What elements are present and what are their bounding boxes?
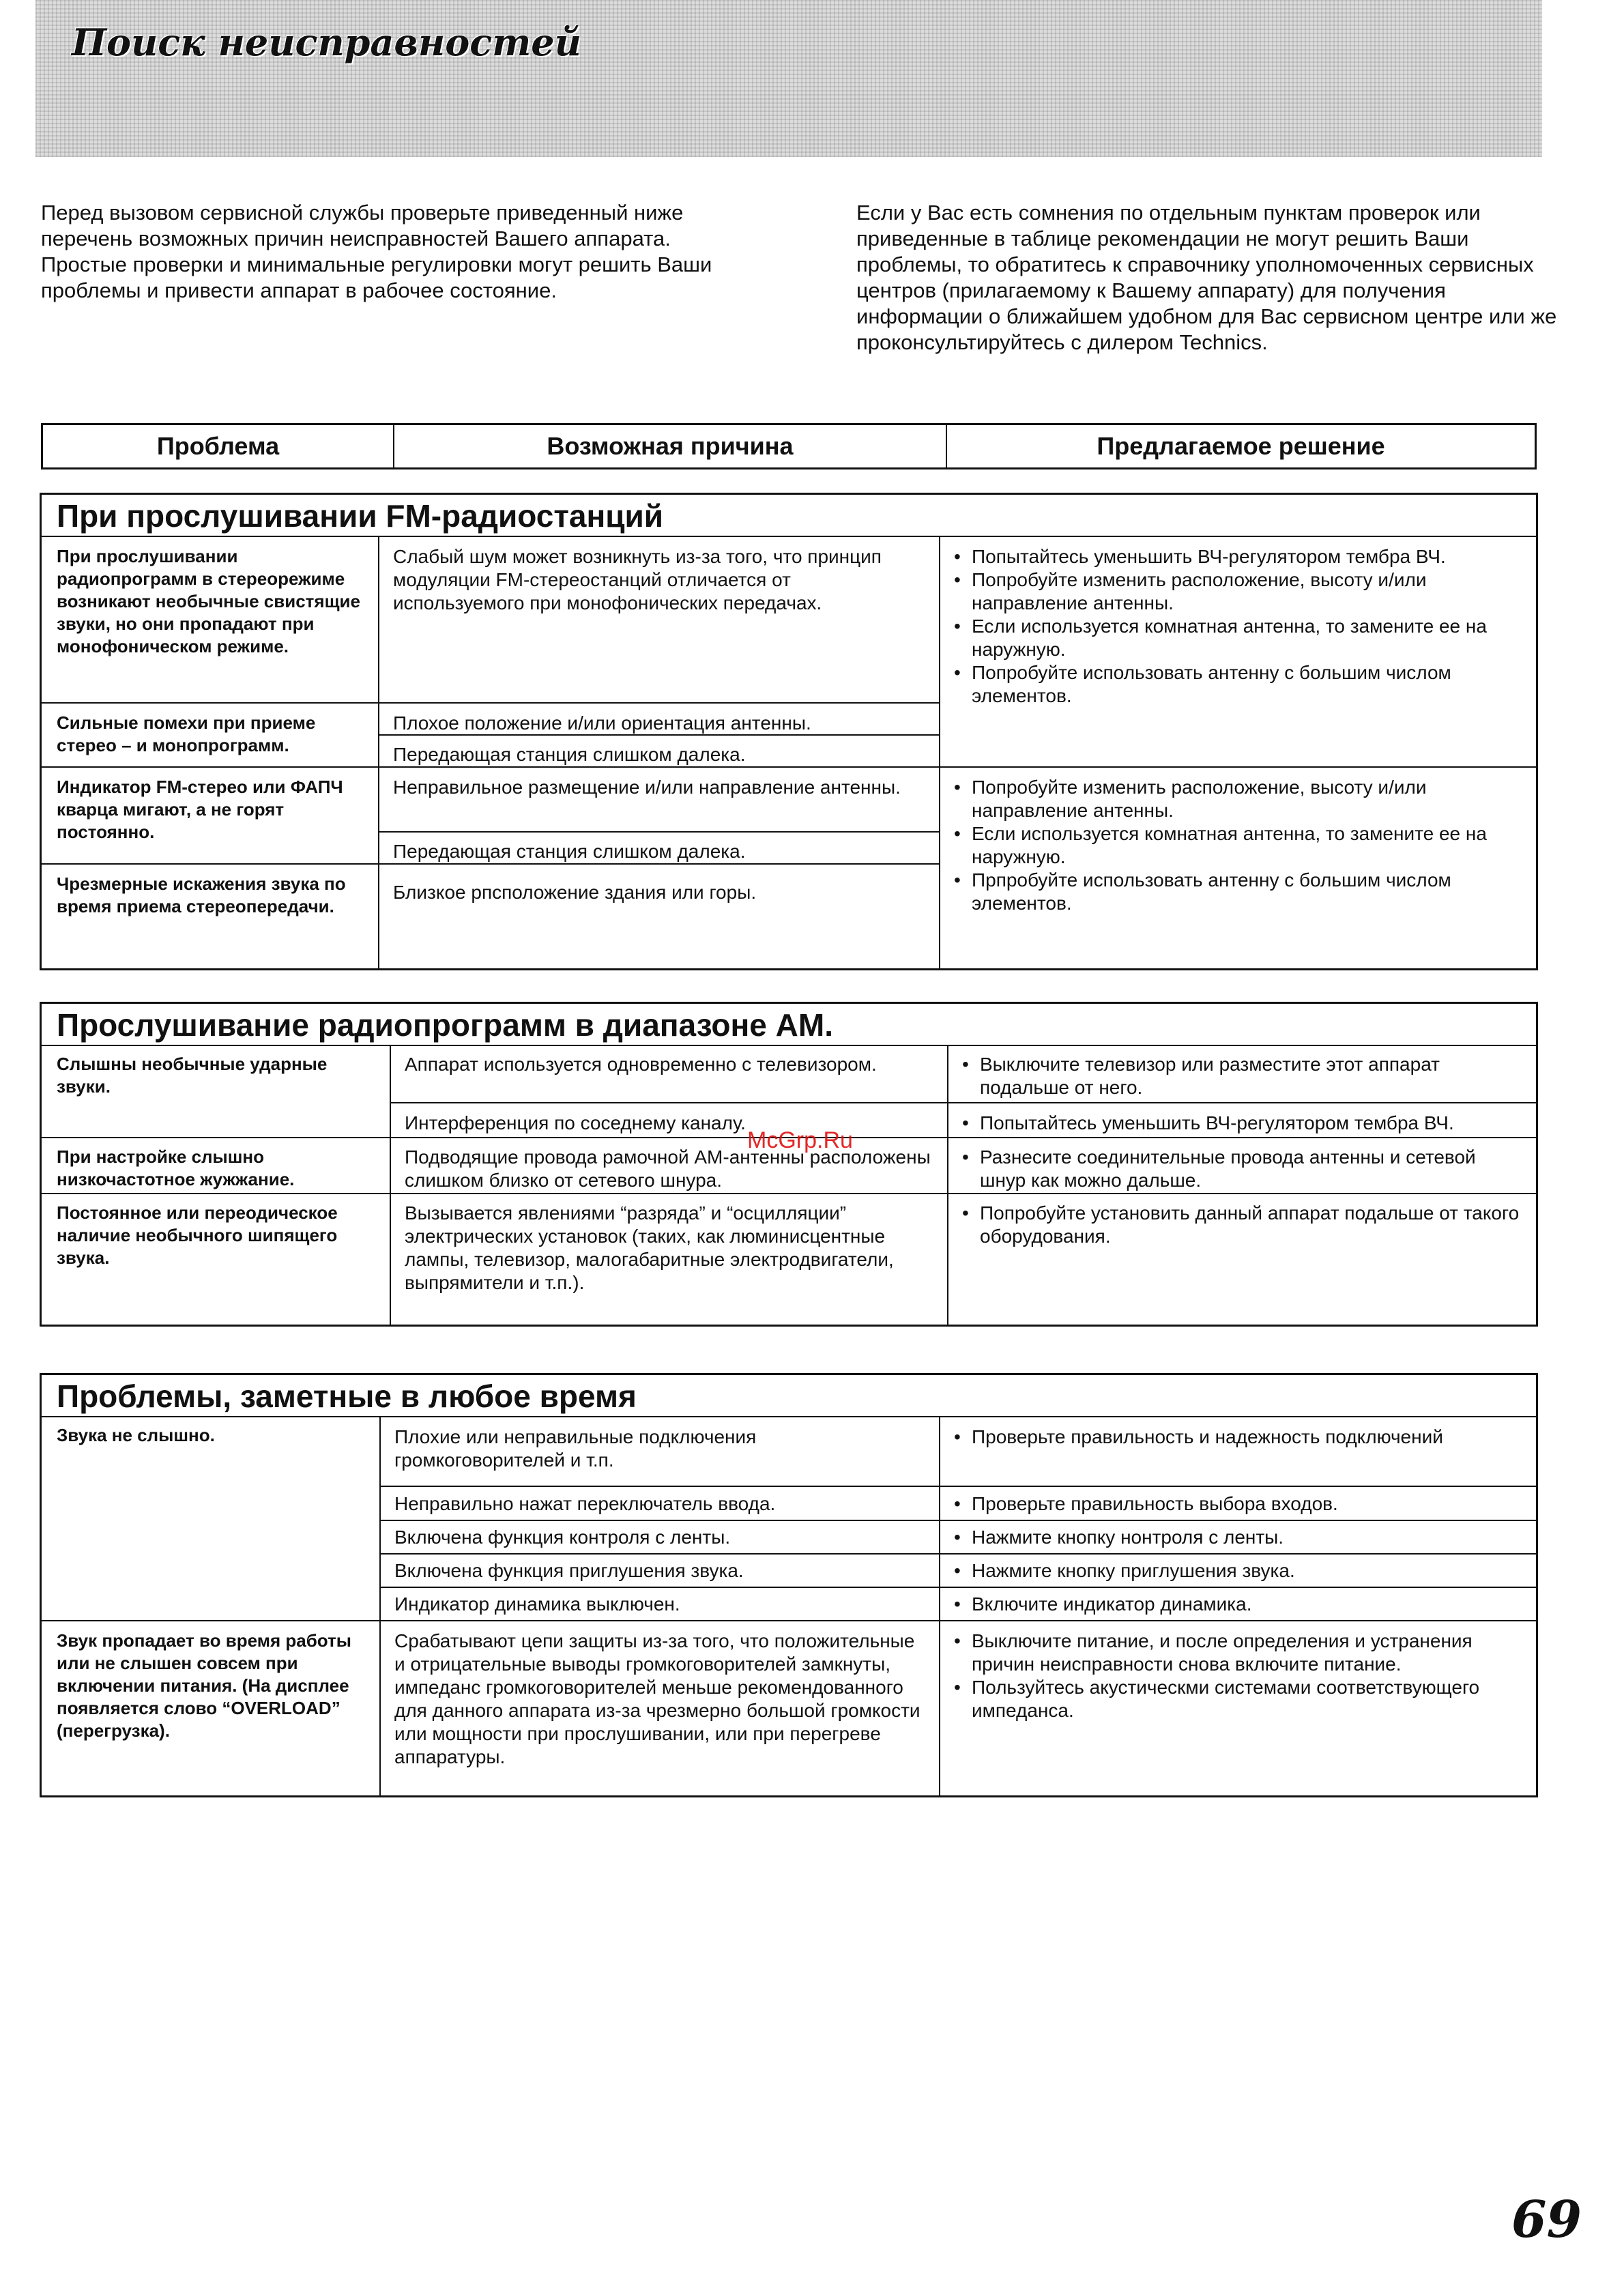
intro-left: Перед вызовом сервисной службы проверьте приведенный ниже перечень возможных причин неисправностей Вашего аппарата. Простые проверки и минимальные регулировки могут решить Ваши проблемы и привести аппарат в рабочее состояние. [41,201,712,302]
page-number: 69 [1511,2191,1582,2249]
am-cause-1a: Аппарат используется одновременно с телевизором. [405,1054,877,1075]
fm-cause-3a: Неправильное размещение и/или направление антенны. [393,777,901,798]
bullet: • Разнесите соединительные провода антенны и сетевой шнур как можно дальше. [962,1146,1521,1192]
any-cause-3: Включена функция контроля с ленты. [394,1527,731,1548]
am-cause-2: Подводящие провода рамочной АМ-антенны расположены слишком близко от сетевого шнура. [405,1146,931,1191]
am-solution-1b [947,1105,1536,1142]
fm-section [40,493,1538,970]
fm-cause-2b: Передающая станция слишком далека. [393,744,746,765]
any-solution-1 [939,1419,1536,1456]
bullet: • Пользуйтесь акустическми системами соответствующего импеданса. [954,1676,1521,1722]
bullet: • Попытайтесь уменьшить ВЧ-регулятором тембра ВЧ. [954,545,1521,568]
bullet: • Попробуйте изменить расположение, высоту и/или направление антенны. [954,568,1521,615]
am-cause-1b: Интерференция по соседнему каналу. [405,1112,746,1133]
any-solution-6 [939,1623,1536,1729]
any-cause-4: Включена функция приглушения звука. [394,1560,744,1581]
any-section-title: Проблемы, заметные в любое время [42,1375,1536,1417]
am-section-title: Прослушивание радиопрограмм в диапазоне АМ. [42,1004,1536,1046]
bullet: • Проверьте правильность выбора входов. [954,1492,1521,1516]
fm-problem-2: Сильные помехи при приеме стерео – и монопрограмм. [57,712,316,755]
column-solution: Предлагаемое решение [1097,432,1385,460]
am-problem-3: Постоянное или переодическое наличие необычного шипящего звука. [57,1202,338,1268]
fm-cause-3b: Передающая станция слишком далека. [393,841,746,862]
any-cause-2: Неправильно нажат переключатель ввода. [394,1493,776,1514]
bullet: • Попробуйте установить данный аппарат подальше от такого оборудования. [962,1202,1521,1248]
page-title: Поиск неисправностей [72,20,581,64]
any-problem-1: Звука не слышно. [57,1425,215,1445]
am-solution-1a [947,1046,1536,1106]
fm-solution-1 [939,538,1536,714]
column-problem: Проблема [43,425,394,467]
bullet: • Нажмите кнопку приглушения звука. [954,1559,1521,1582]
bullet: • Попробуйте изменить расположение, высоту и/или направление антенны. [954,776,1521,822]
any-problem-2: Звук пропадает во время работы или не слышен совсем при включении питания. (На дисплее появляется слово “OVERLOAD” (перегрузка). [57,1630,351,1741]
fm-problem-1: При прослушивании радиопрограмм в стереорежиме возникают необычные свистящие звуки, но они пропадают при монофоническом режиме. [57,546,360,656]
intro-right: Если у Вас есть сомнения по отдельным пунктам проверок или приведенные в таблице рекомендации не могут решить Ваши проблемы, то обратитесь к справочнику уполномоченных сервисных центров (прилагаемому к Вашему аппарату) для получения информации о ближайшем удобном для Вас сервисном центре или же проконсультируйтесь с дилером Technics. [856,201,1557,354]
watermark: McGrp.Ru [747,1127,853,1153]
any-solution-4 [939,1555,1536,1589]
am-problem-2: При настройке слышно низкочастотное жужжание. [57,1146,295,1189]
fm-cause-4: Близкое рпсположение здания или горы. [393,882,757,903]
bullet: • Проверьте правильность и надежность подключений [954,1426,1521,1449]
am-solution-2 [947,1139,1536,1199]
bullet: • Попробуйте использовать антенну с большим числом элементов. [954,661,1521,708]
fm-solution-2 [939,769,1536,922]
any-cause-1: Плохие или неправильные подключения громкоговорителей и т.п. [394,1426,757,1471]
fm-cause-2a: Плохое положение и/или ориентация антенны. [393,712,811,734]
bullet: • Выключите питание, и после определения и устранения причин неисправности снова включите питание. [954,1630,1521,1676]
am-cause-3: Вызывается явлениями “разряда” и “осцилляции” электрических установок (таких, как люминисцентные лампы, телевизор, малогабаритные электродвигатели, выпрямители и т.п.). [405,1202,894,1293]
any-solution-3 [939,1522,1536,1556]
am-solution-3 [947,1195,1536,1255]
any-solution-2 [939,1488,1536,1522]
am-problem-1: Слышны необычные ударные звуки. [57,1054,328,1097]
fm-section-title: При прослушивании FM-радиостанций [42,495,1536,537]
any-solution-5 [939,1589,1536,1623]
any-cause-5: Индикатор динамика выключен. [394,1593,680,1615]
any-cause-6: Срабатывают цепи защиты из-за того, что положительные и отрицательные выводы громкоговорителей замкнуты, импеданс громкоговорителей меньше рекомендованного для данного аппарата из-за чрезмерно большой громкости или мощности при прослушивании, или при перегреве аппаратуры. [394,1630,920,1767]
bullet: • Нажмите кнопку нонтроля с ленты. [954,1526,1521,1549]
bullet: • Попытайтесь уменьшить ВЧ-регулятором тембра ВЧ. [962,1112,1521,1135]
any-section [40,1373,1538,1797]
column-cause: Возможная причина [394,425,947,467]
table-column-header [41,423,1537,469]
bullet: • Если используется комнатная антенна, то замените ее на наружную. [954,822,1521,869]
fm-problem-3: Индикатор FM-стерео или ФАПЧ кварца мигают, а не горят постоянно. [57,777,343,842]
fm-problem-4: Чрезмерные искажения звука по время приема стереопередачи. [57,873,346,916]
bullet: • Прпробуйте использовать антенну с большим числом элементов. [954,869,1521,915]
fm-cause-1: Слабый шум может возникнуть из-за того, что принцип модуляции FM-стереостанций отличается от используемого при монофонических передачах. [393,546,882,613]
bullet: • Включите индикатор динамика. [954,1593,1521,1616]
bullet: • Выключите телевизор или разместите этот аппарат подальше от него. [962,1053,1521,1099]
bullet: • Если используется комнатная антенна, то замените ее на наружную. [954,615,1521,661]
am-section [40,1002,1538,1327]
